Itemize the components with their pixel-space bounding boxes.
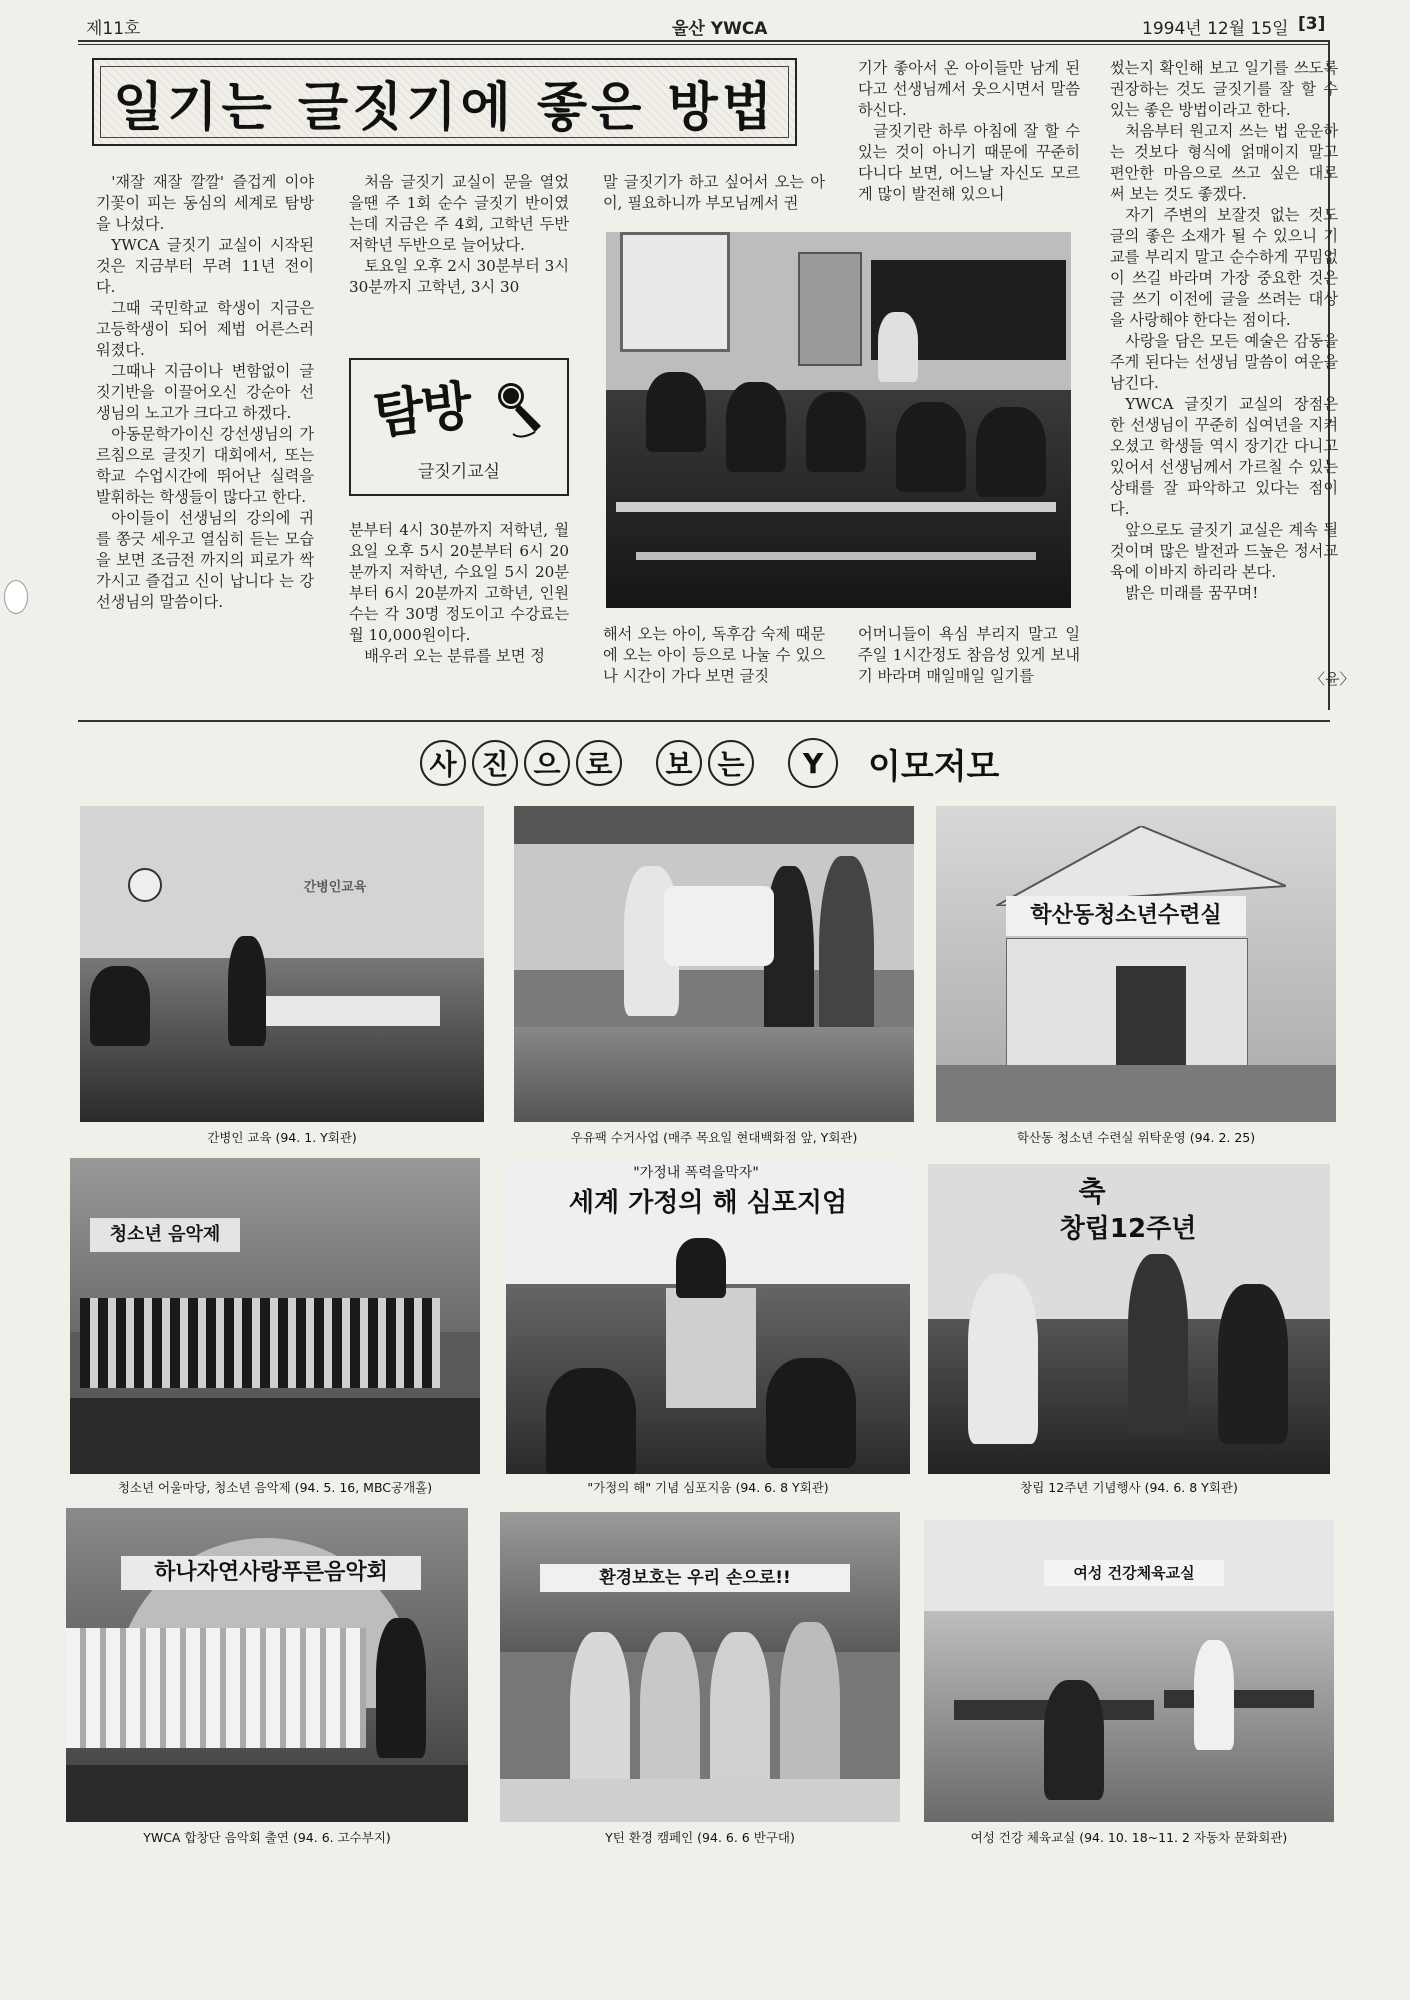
photo-youth-music-festival [70,1158,480,1474]
article-column-4-top [858,58,1080,205]
page-number: [3] [1298,14,1326,34]
photo-family-symposium [506,1158,910,1474]
tambang-logo: 탐방 [370,376,473,446]
photo-caregiver-training [80,806,484,1122]
paragraph: 말 글짓기가 하고 싶어서 오는 아이, 필요하니까 부모님께서 권 [603,173,825,212]
photo-caption: 창립 12주년 기념행사 (94. 6. 8 Y회관) [1020,1480,1238,1495]
clock-icon [128,868,162,902]
masthead: 울산 YWCA [672,19,768,39]
paragraph: 해서 오는 아이, 독후감 숙제 때문에 오는 아이 등으로 나눌 수 있으나 시간이 가다 보면 글짓 [603,625,825,685]
title-char: 보 [656,740,702,786]
paragraph: YWCA 글짓기 교실이 시작된 것은 지금부터 무려 11년 전이다. [96,236,314,296]
banner-title: 세계 가정의 해 심포지엄 [568,1188,848,1218]
paragraph: 처음 글짓기 교실이 문을 열었을땐 주 1회 순수 글짓기 반이였는데 지금은 주 4회, 고학년 두반 저학년 두반으로 늘어났다. [349,173,569,254]
photo-caption: Y틴 환경 캠페인 (94. 6. 6 반구대) [605,1830,795,1845]
paragraph: '재잘 재잘 깔깔' 즐겁게 이야기꽃이 피는 동심의 세계로 탐방을 나섰다. [96,173,314,233]
photo-caption: "가정의 해" 기념 심포지움 (94. 6. 8 Y회관) [587,1480,829,1495]
article-column-2-bottom [349,520,569,667]
photo-sign: 하나자연사랑푸른음악회 [121,1556,421,1590]
title-char: 로 [576,740,622,786]
paragraph: YWCA 글짓기 교실의 장점은 한 선생님이 꾸준히 십여년을 지켜 오셨고 학생들 역시 장기간 다니고 있어서 선생님께서 가르칠 수 있는 상태를 잘 파악하고 있다는 점이다. [1110,395,1338,518]
title-char: Y [788,738,838,788]
paragraph: 아이들이 선생님의 강의에 귀를 쫑긋 세우고 열심히 듣는 모습을 보면 조금전 까지의 피로가 싹 가시고 즐겁고 신이 납니다 는 강선생님의 말씀이다. [96,509,314,611]
header-rule-thin [78,44,1330,45]
header-rule [78,40,1330,42]
photo-caption: YWCA 합창단 음악회 출연 (94. 6. 고수부지) [143,1830,391,1845]
paragraph: 그때나 지금이나 변함없이 글짓기반을 이끌어오신 강순아 선생님의 노고가 크다고 하겠다. [96,362,314,422]
paragraph: 분부터 4시 30분까지 저학년, 월요일 오후 5시 20분부터 6시 20분까지 저학년, 수요일 5시 20분부터 6시 20분까지 고학년, 인원수는 각 30명 정도이고 수강료는 월 10,000원이다. [349,521,569,644]
author-signature: 〈윤〉 [1310,670,1355,688]
title-char: 으 [524,740,570,786]
paragraph: 처음부터 원고지 쓰는 법 운운하는 것보다 형식에 얽매이지 말고 편안한 마음으로 쓰고 싶은 대로 써 보는 것도 좋겠다. [1110,122,1338,203]
photo-sign: 여성 건강체육교실 [1044,1560,1224,1586]
article-column-5 [1110,58,1338,604]
photo-caption: 학산동 청소년 수련실 위탁운영 (94. 2. 25) [1016,1130,1256,1145]
podium [666,1288,756,1408]
photo-choir-concert [66,1508,468,1822]
paragraph: 썼는지 확인해 보고 일기를 쓰도록 권장하는 것도 글짓기를 잘 할 수 있는 좋은 방법이라고 한다. [1110,59,1338,119]
issue-number: 제11호 [86,19,141,39]
classroom-photo [606,232,1071,608]
photo-sign: 간병인교육 [290,876,380,898]
paragraph: 앞으로도 글짓기 교실은 계속 될 것이며 많은 발전과 드높은 정서교육에 이바지 하리라 본다. [1110,521,1338,581]
section-title-tail: 이모저모 [868,746,1000,787]
photo-youth-center [936,806,1336,1122]
photo-anniversary-event [928,1164,1330,1474]
choir-group [80,1298,440,1388]
paragraph: 그때 국민학교 학생이 지금은 고등학생이 되어 제법 어른스러워졌다. [96,299,314,359]
banner-subtitle: "가정내 폭력을막자" [633,1165,759,1181]
photo-caption: 청소년 어울마당, 청소년 음악제 (94. 5. 16, MBC공개홀) [117,1480,433,1495]
article-column-3-bottom [603,624,825,687]
photo-sign: 창립12주년 [1059,1214,1197,1244]
article-title: 일기는 글짓기에 좋은 방법 [113,76,776,138]
article-title-box [92,58,797,146]
paragraph: 자기 주변의 보잘것 없는 것도 글의 좋은 소재가 될 수 있으니 기교를 부리지 말고 순수하게 꾸밈없이 쓰길 바라며 가장 중요한 것은 글 쓰기 이전에 글을 쓰려는 대상을 사랑해야 한다는 점이다. [1110,206,1338,329]
microphone-icon [491,376,555,440]
ping-pong-table [1164,1690,1314,1708]
issue-date: 1994년 12월 15일 [1142,19,1289,39]
article-column-4-bottom [858,624,1080,687]
tambang-logo-box [349,358,569,496]
paragraph: 아동문학가이신 강선생님의 가르침으로 글짓기 대회에서, 또는 학교 수업시간에 뛰어난 실력을 발휘하는 학생들이 많다고 한다. [96,425,314,506]
paragraph: 토요일 오후 2시 30분부터 3시 30분까지 고학년, 3시 30 [349,257,569,296]
section-title [420,738,999,788]
photo-sign: 축 [1078,1175,1106,1208]
article-column-1 [96,172,314,613]
punch-hole [4,580,28,614]
choir-group [66,1628,366,1748]
photo-caption: 여성 건강 체육교실 (94. 10. 18~11. 2 자동차 문화회관) [970,1830,1288,1845]
roof-shape [996,826,1286,906]
photo-caption: 간병인 교육 (94. 1. Y회관) [207,1130,357,1145]
title-char: 는 [708,740,754,786]
paragraph: 글짓기란 하루 아침에 잘 할 수 있는 것이 아니기 때문에 꾸준히 다니다 보면, 어느날 자신도 모르게 많이 발전해 있으니 [858,122,1080,203]
tambang-logo-subtitle: 글짓기교실 [417,462,501,482]
photo-womens-health-class [924,1520,1334,1822]
photo-sign: 환경보호는 우리 손으로!! [540,1564,850,1592]
photo-sign: 학산동청소년수련실 [1006,896,1246,936]
photo-environment-campaign [500,1512,900,1822]
photo-caption: 우유팩 수거사업 (매주 목요일 현대백화점 앞, Y회관) [570,1130,858,1145]
section-rule [78,720,1330,722]
paragraph: 어머니들이 욕심 부리지 말고 일주일 1시간정도 참음성 있게 보내기 바라며 매일매일 일기를 [858,625,1080,685]
title-char: 진 [472,740,518,786]
article-column-2-top [349,172,569,298]
photo-milk-carton-collection [514,806,914,1122]
paragraph: 밝은 미래를 꿈꾸며! [1125,584,1259,602]
paragraph: 기가 좋아서 온 아이들만 남게 된다고 선생님께서 웃으시면서 말씀 하신다. [858,59,1080,119]
title-char: 사 [420,740,466,786]
article-column-3-top [603,172,825,214]
paragraph: 사랑을 담은 모든 예술은 감동을 주게 된다는 선생님 말씀이 여운을 남긴다. [1110,332,1338,392]
photo-sign: 청소년 음악제 [90,1218,240,1252]
paragraph: 배우러 오는 분류를 보면 정 [364,647,545,665]
